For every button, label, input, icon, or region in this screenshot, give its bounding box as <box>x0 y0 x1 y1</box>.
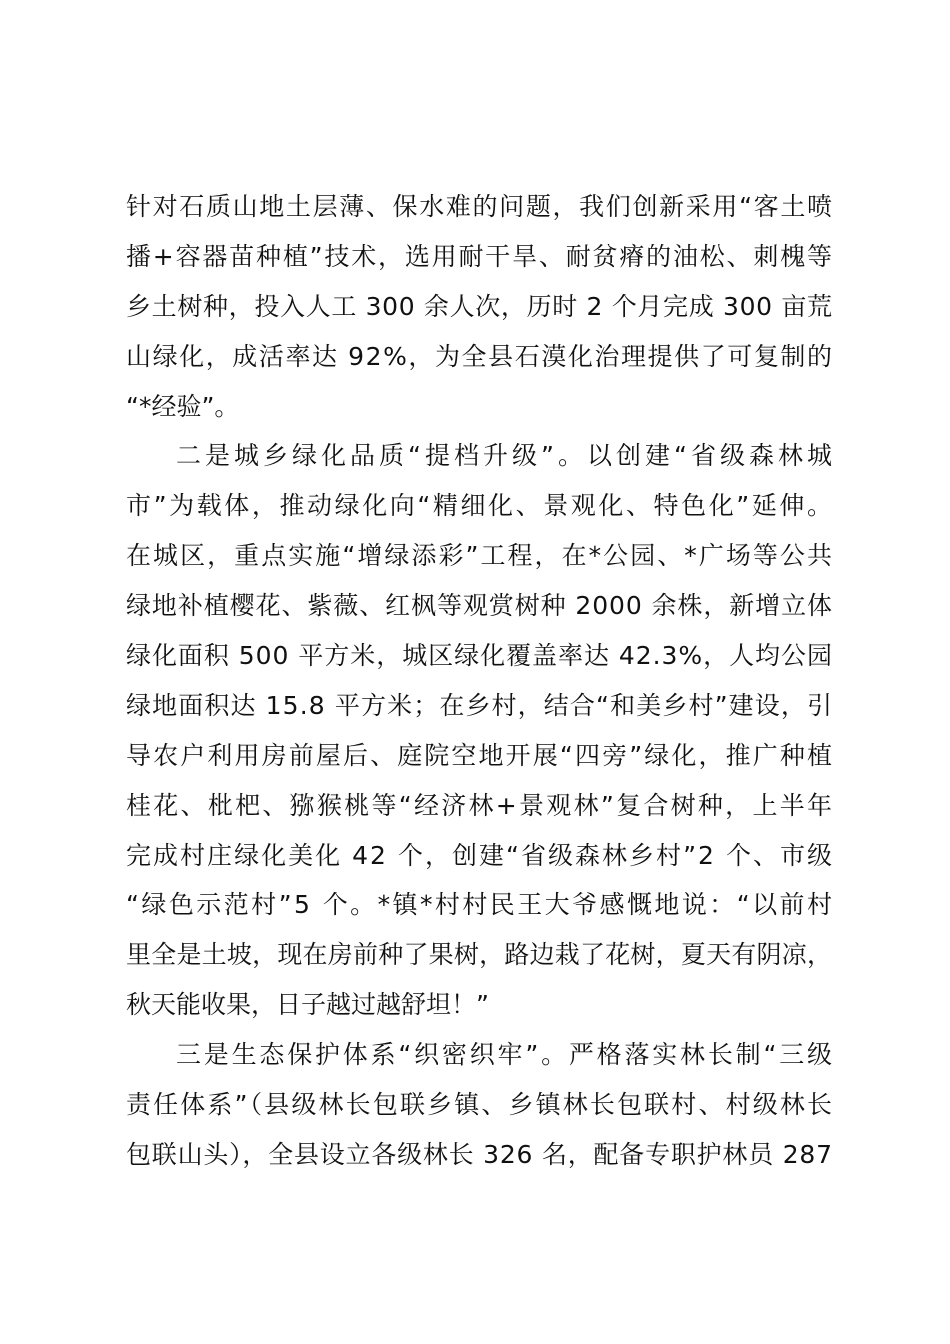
text-line: 包联山头），全县设立各级林长 326 名，配备专职护林员 287 <box>126 1139 833 1169</box>
text-line: 绿地补植樱花、紫薇、红枫等观赏树种 2000 余株，新增立体 <box>126 591 833 621</box>
text-line: 里全是土坡，现在房前种了果树，路边栽了花树，夏天有阴凉， <box>126 940 833 970</box>
text-line: 市”为载体，推动绿化向“精细化、景观化、特色化”延伸。 <box>126 491 835 521</box>
text-line: 绿地面积达 15.8 平方米；在乡村，结合“和美乡村”建设，引 <box>126 690 834 720</box>
text-line: 桂花、枇杷、猕猴桃等“经济林+景观林”复合树种，上半年 <box>126 790 835 820</box>
text-line: 针对石质山地土层薄、保水难的问题，我们创新采用“客土喷 <box>126 192 834 221</box>
text-line: 二是城乡绿化品质“提档升级”。以创建“省级森林城 <box>176 441 837 471</box>
paragraph-2 <box>126 431 837 1030</box>
paragraph-1 <box>126 182 832 431</box>
text-line: 山绿化，成活率达 92%，为全县石漠化治理提供了可复制的 <box>126 341 834 371</box>
text-line: 在城区，重点实施“增绿添彩”工程，在*公园、*广场等公共 <box>126 541 835 571</box>
text-line: 秋天能收果，日子越过越舒坦！” <box>126 990 489 1020</box>
text-line: “*经验”。 <box>126 391 240 421</box>
text-line: 导农户利用房前屋后、庭院空地开展“四旁”绿化，推广种植 <box>126 740 835 770</box>
body-text <box>126 182 837 1180</box>
text-line: 播+容器苗种植”技术，选用耐干旱、耐贫瘠的油松、刺槐等 <box>126 241 834 271</box>
text-line: 完成村庄绿化美化 42 个，创建“省级森林乡村”2 个、市级 <box>126 840 835 870</box>
paragraph-3 <box>126 1030 835 1180</box>
text-line: 三是生态保护体系“织密织牢”。严格落实林长制“三级 <box>176 1040 835 1070</box>
text-line: “绿色示范村”5 个。*镇*村村民王大爷感慨地说：“以前村 <box>126 890 835 920</box>
text-line: 绿化面积 500 平方米，城区绿化覆盖率达 42.3%，人均公园 <box>126 641 833 671</box>
text-line: 乡土树种，投入人工 300 余人次，历时 2 个月完成 300 亩荒 <box>126 291 833 321</box>
text-line: 责任体系”（县级林长包联乡镇、乡镇林长包联村、村级林长 <box>126 1090 835 1120</box>
